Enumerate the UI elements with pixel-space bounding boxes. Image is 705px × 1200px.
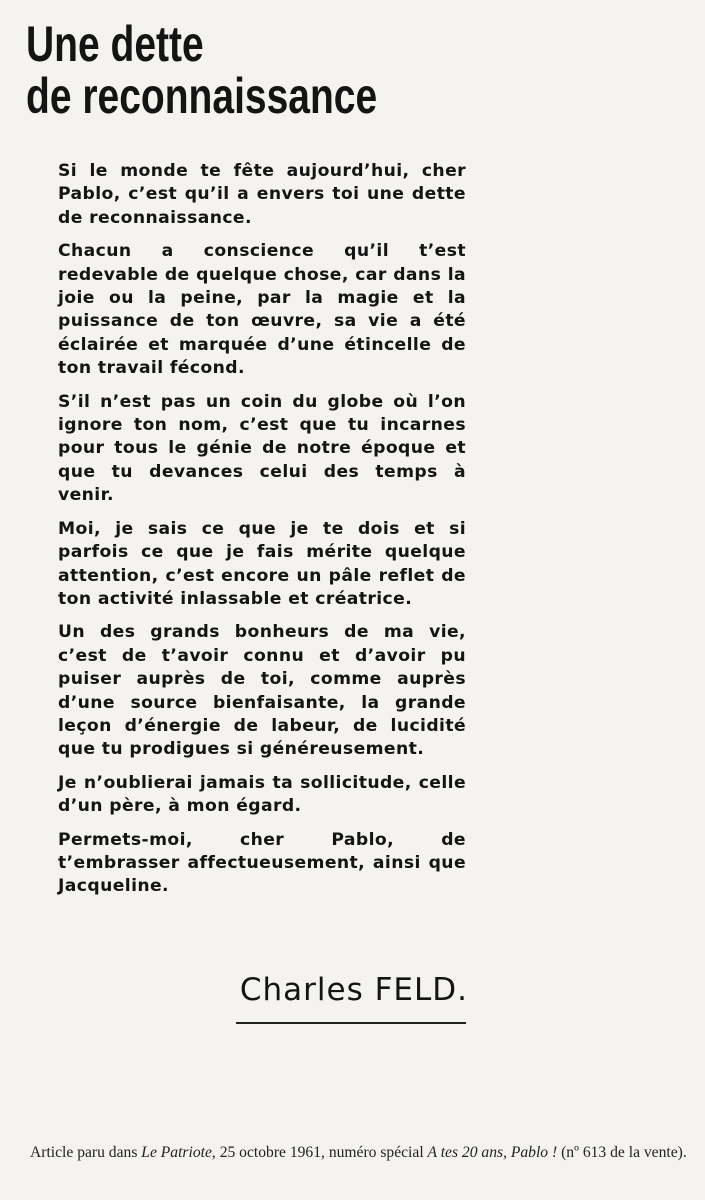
caption	[30, 1142, 690, 1163]
paragraph-3: S’il n’est pas un coin du globe où l’on ignore ton nom, c’est que tu incarnes pour tous le génie de notre époque et que tu devances celui des temps à venir.	[58, 391, 466, 506]
signature: Charles FELD.	[239, 972, 468, 1008]
paragraph-4: Moi, je sais ce que je te dois et si parfois ce que je fais mérite quelque attention, c’est encore un pâle reflet de ton activité inlassable et créatrice.	[58, 518, 466, 609]
paragraph-6: Je n’oublierai jamais ta sollicitude, celle d’un père, à mon égard.	[58, 772, 466, 817]
caption-journal: Le Patriote	[141, 1144, 212, 1161]
paragraph-2: Chacun a conscience qu’il t’est redevable de quelque chose, car dans la joie ou la peine, par la magie et la puissance de ton œuvre, sa vie a été éclairée et marquée d’une étincelle de ton travail fécond.	[58, 241, 466, 379]
paragraph-7: Permets-moi, cher Pablo, de t’embrasser affectueusement, ainsi que Jacqueline.	[58, 829, 466, 897]
headline	[26, 16, 378, 124]
paragraph-5: Un des grands bonheurs de ma vie, c’est de t’avoir connu et d’avoir pu puiser auprès de toi, comme auprès d’une source bienfaisante, la grande leçon d’énergie de labeur, de lucidité que tu prodigues si généreusement.	[58, 622, 466, 760]
caption-suffix: (nº 613 de la vente).	[557, 1144, 687, 1161]
paragraph-1: Si le monde te fête aujourd’hui, cher Pablo, c’est qu’il a envers toi une dette de reconnaissance.	[58, 161, 466, 228]
headline-line-2: de reconnaissance	[26, 68, 378, 124]
signature-rule	[236, 1022, 466, 1024]
headline-line-1: Une dette	[26, 16, 204, 72]
article-body	[58, 160, 466, 909]
caption-middle: , 25 octobre 1961, numéro spécial	[211, 1144, 428, 1161]
caption-issue-title: A tes 20 ans, Pablo !	[427, 1144, 558, 1161]
caption-prefix: Article paru dans	[30, 1144, 142, 1161]
